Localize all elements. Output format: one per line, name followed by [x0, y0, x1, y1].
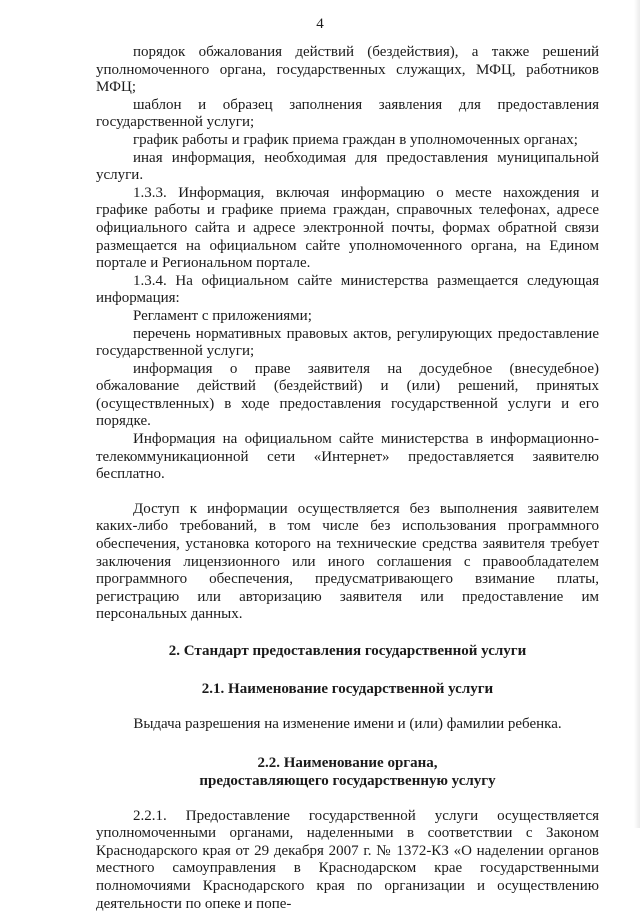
- section-2-2-heading: [96, 754, 599, 790]
- paragraph: перечень нормативных правовых актов, регулирующих предоставление государственной услуги;: [96, 325, 599, 360]
- section-2-1-heading: 2.1. Наименование государственной услуги: [201, 681, 494, 697]
- paragraph: график работы и график приема граждан в уполномоченных органах;: [133, 131, 578, 148]
- section-2-2-heading-line2: предоставляющего государственную услугу: [199, 772, 496, 789]
- paragraph: 1.3.4. На официальном сайте министерства размещается следующая информация:: [96, 272, 599, 307]
- section-2-2-heading-line1: 2.2. Наименование органа,: [257, 754, 438, 771]
- scan-edge-shadow: [634, 0, 640, 828]
- section-2-heading: 2. Стандарт предоставления государственной услуги: [168, 643, 527, 659]
- page-number: 4: [316, 16, 324, 32]
- paragraph: 1.3.3. Информация, включая информацию о месте нахождения и графике работы и графике приема граждан, справочных телефонах, адресе официального сайта и адресе электронной почты, формах обратной связи размещается на официальном сайте уполномоченного органа, на Едином портале и Региональном портале.: [96, 184, 599, 272]
- paragraph: порядок обжалования действий (бездействия), а также решений уполномоченного органа, государственных служащих, МФЦ, работников МФЦ;: [96, 44, 599, 96]
- section-2-1-text: Выдача разрешения на изменение имени и (или) фамилии ребенка.: [133, 716, 562, 732]
- paragraph-access: Доступ к информации осуществляется без выполнения заявителем каких-либо требований, в том числе без использования программного обеспечения, установка которого на технические средства заявителя требует заключения лицензионного или иного соглашения с правообладателем программного обеспечения, предусматривающего взимание платы, регистрацию или авторизацию заявителя или предоставление им персональных данных.: [96, 500, 599, 623]
- paragraph: Информация на официальном сайте министерства в информационно-телекоммуникационной сети «Интернет» предоставляется заявителю бесплатно.: [96, 431, 599, 483]
- document-body: [96, 44, 599, 913]
- paragraph: Регламент с приложениями;: [133, 307, 312, 324]
- section-2-2-1-text: 2.2.1. Предоставление государственной услуги осуществляется уполномоченными органами, наделенными в соответствии с Законом Краснодарского края от 29 декабря 2007 г. № 1372-КЗ «О наделении органов местного самоуправления в Краснодарском крае государственными полномочиями Краснодарского края по организации и осуществлению деятельности по опеке и попе-: [96, 807, 599, 912]
- paragraph: информация о праве заявителя на досудебное (внесудебное) обжалование действий (бездействий) и (или) решений, принятых (осуществленных) в ходе предоставления государственной услуги и его порядке.: [96, 360, 599, 430]
- paragraph: шаблон и образец заполнения заявления для предоставления государственной услуги;: [96, 96, 599, 131]
- paragraph: иная информация, необходимая для предоставления муниципальной услуги.: [96, 149, 599, 184]
